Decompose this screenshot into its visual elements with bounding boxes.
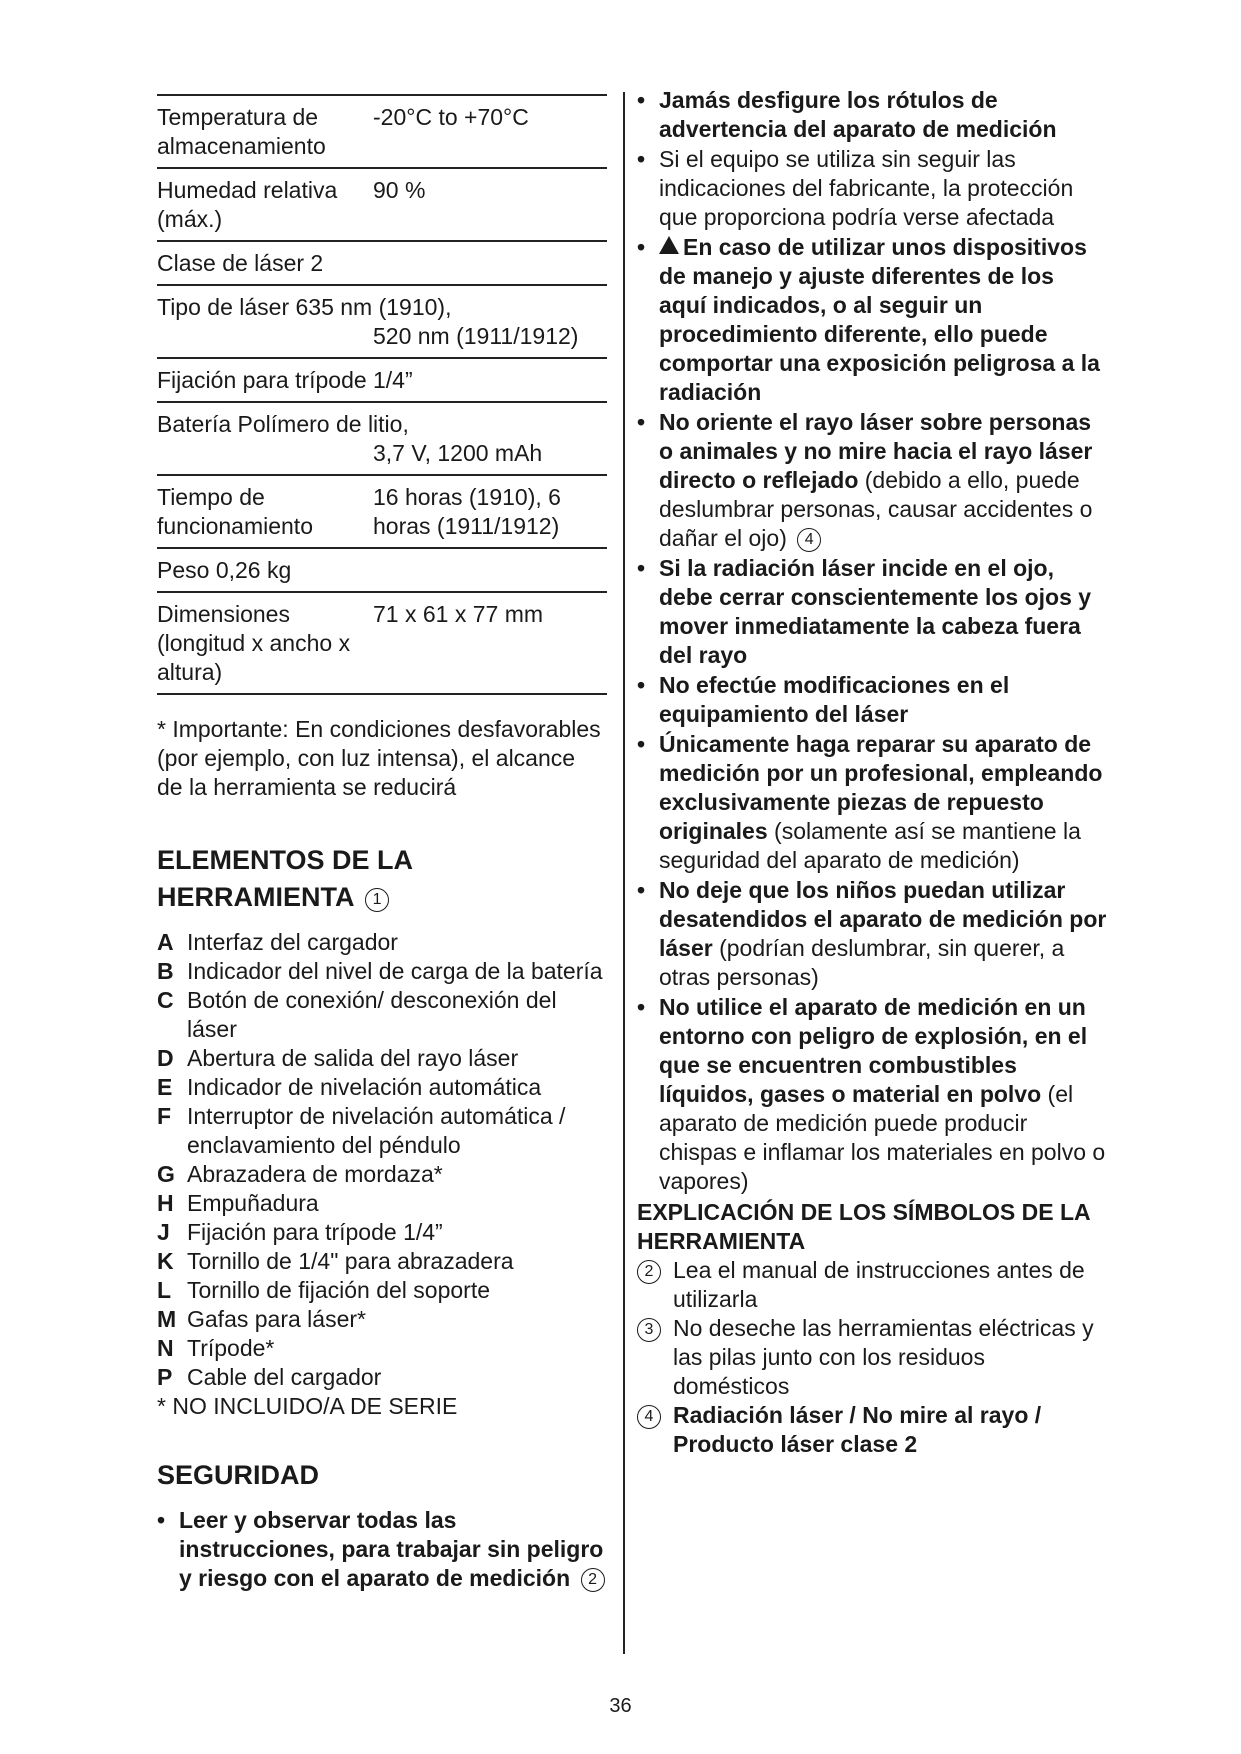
list-item bbox=[157, 1305, 607, 1334]
spec-key: Fijación para trípode bbox=[157, 367, 367, 393]
item-text: Abertura de salida del rayo láser bbox=[187, 1045, 519, 1071]
bullet-text: Si el equipo se utiliza sin seguir las indicaciones del fabricante, la protección que proporciona podría verse afectada bbox=[659, 146, 1074, 230]
item-text: Gafas para láser* bbox=[187, 1306, 366, 1332]
elements-list bbox=[157, 928, 607, 1392]
item-text: Tornillo de 1/4" para abrazadera bbox=[187, 1248, 514, 1274]
spec-key: Clase de láser 2 bbox=[157, 250, 324, 276]
symbol-number-icon: 3 bbox=[637, 1318, 661, 1342]
list-item bbox=[157, 1218, 607, 1247]
item-letter: D bbox=[157, 1045, 174, 1071]
safety-bullet bbox=[637, 730, 1107, 875]
spec-row bbox=[157, 169, 607, 242]
spec-value: 90 % bbox=[373, 177, 426, 203]
bullet-dot: • bbox=[637, 87, 646, 113]
bullet-dot: • bbox=[637, 234, 646, 260]
spec-row bbox=[157, 242, 607, 286]
symbol-text: Lea el manual de instrucciones antes de utilizarla bbox=[673, 1257, 1085, 1312]
item-letter: L bbox=[157, 1277, 172, 1303]
safety-bullet bbox=[637, 993, 1107, 1196]
safety-bullet bbox=[637, 671, 1107, 729]
item-letter: M bbox=[157, 1306, 177, 1332]
spec-line: Tipo de láser 635 nm (1910), bbox=[157, 294, 452, 320]
symbol-text: Radiación láser / No mire al rayo / Producto láser clase 2 bbox=[673, 1402, 1042, 1457]
bullet-text: (debido a ello, puede deslumbrar personas, causar accidentes o dañar el ojo) bbox=[659, 467, 1093, 551]
safety-bullet bbox=[637, 145, 1107, 232]
item-text: Abrazadera de mordaza* bbox=[187, 1161, 443, 1187]
bullet-bold-text: Jamás desfigure los rótulos de advertencia del aparato de medición bbox=[659, 87, 1057, 142]
safety-bullet bbox=[157, 1506, 607, 1593]
figure-ref-icon: 4 bbox=[797, 528, 821, 552]
list-item bbox=[157, 1189, 607, 1218]
not-included-note: * NO INCLUIDO/A DE SERIE bbox=[157, 1393, 458, 1419]
list-item bbox=[157, 1073, 607, 1102]
bullet-dot: • bbox=[637, 555, 646, 581]
symbol-item bbox=[637, 1314, 1107, 1401]
list-item bbox=[157, 1044, 607, 1073]
list-item bbox=[157, 1334, 607, 1363]
range-note: * Importante: En condiciones desfavorables (por ejemplo, con luz intensa), el alcance de la herramienta se reducirá bbox=[157, 716, 601, 800]
spec-value: 1/4” bbox=[373, 367, 413, 393]
specifications-table bbox=[157, 94, 607, 695]
spec-key: Dimensiones (longitud x ancho x altura) bbox=[157, 601, 351, 685]
list-item bbox=[157, 1363, 607, 1392]
spec-row bbox=[157, 286, 607, 359]
bullet-text: (el aparato de medición puede producir chispas e inflamar los materiales en polvo o vapores) bbox=[659, 1081, 1106, 1194]
symbol-item bbox=[637, 1256, 1107, 1314]
bullet-dot: • bbox=[637, 877, 646, 903]
list-item bbox=[157, 1276, 607, 1305]
bullet-text: (solamente así se mantiene la seguridad del aparato de medición) bbox=[659, 818, 1081, 873]
figure-ref-icon: 1 bbox=[365, 888, 389, 912]
bullet-bold-text: Únicamente haga reparar su aparato de medición por un profesional, empleando exclusivamente piezas de repuesto originales bbox=[659, 731, 1103, 844]
spec-line-continued: 3,7 V, 1200 mAh bbox=[373, 440, 543, 466]
column-divider bbox=[623, 92, 625, 1654]
item-text: Fijación para trípode 1/4” bbox=[187, 1219, 443, 1245]
figure-ref-icon: 2 bbox=[581, 1568, 605, 1592]
spec-value: 71 x 61 x 77 mm bbox=[373, 601, 544, 627]
list-item bbox=[157, 986, 607, 1044]
item-text: Indicador de nivelación automática bbox=[187, 1074, 542, 1100]
spec-row bbox=[157, 359, 607, 403]
safety-bullet bbox=[637, 876, 1107, 992]
symbol-number-icon: 2 bbox=[637, 1260, 661, 1284]
safety-bullet bbox=[637, 408, 1107, 553]
list-item bbox=[157, 1160, 607, 1189]
spec-key: Humedad relativa (máx.) bbox=[157, 177, 338, 232]
bullet-bold-text: No oriente el rayo láser sobre personas o animales y no mire hacia el rayo láser directo o reflejado bbox=[659, 409, 1093, 493]
spec-row bbox=[157, 403, 607, 476]
safety-bullet bbox=[637, 554, 1107, 670]
item-text: Trípode* bbox=[187, 1335, 275, 1361]
item-letter: H bbox=[157, 1190, 174, 1216]
spec-row bbox=[157, 549, 607, 593]
item-letter: F bbox=[157, 1103, 172, 1129]
item-text: Empuñadura bbox=[187, 1190, 319, 1216]
item-letter: G bbox=[157, 1161, 175, 1187]
bullet-dot: • bbox=[637, 672, 646, 698]
item-text: Indicador del nivel de carga de la batería bbox=[187, 958, 603, 984]
bullet-dot: • bbox=[637, 994, 646, 1020]
bullet-text: (podrían deslumbrar, sin querer, a otras personas) bbox=[659, 935, 1065, 990]
bullet-dot: • bbox=[637, 146, 646, 172]
symbol-item bbox=[637, 1401, 1107, 1459]
safety-heading: SEGURIDAD bbox=[157, 1460, 320, 1490]
item-text: Interruptor de nivelación automática / enclavamiento del péndulo bbox=[187, 1103, 566, 1158]
spec-key: Tiempo de funcionamiento bbox=[157, 484, 313, 539]
spec-row bbox=[157, 96, 607, 169]
elements-heading-text: ELEMENTOS DE LA HERRAMIENTA bbox=[157, 845, 413, 912]
item-letter: E bbox=[157, 1074, 173, 1100]
list-item bbox=[157, 1102, 607, 1160]
list-item bbox=[157, 1247, 607, 1276]
symbol-number-icon: 4 bbox=[637, 1405, 661, 1429]
bullet-dot: • bbox=[637, 731, 646, 757]
item-text: Botón de conexión/ desconexión del láser bbox=[187, 987, 557, 1042]
item-letter: A bbox=[157, 929, 174, 955]
bullet-dot: • bbox=[637, 409, 646, 435]
page-number: 36 bbox=[609, 1695, 632, 1717]
laser-warning-icon bbox=[659, 236, 679, 254]
elements-heading bbox=[157, 842, 607, 916]
bullet-bold-text: No efectúe modificaciones en el equipamiento del láser bbox=[659, 672, 1010, 727]
spec-line: Batería Polímero de litio, bbox=[157, 411, 409, 437]
item-letter: K bbox=[157, 1248, 174, 1274]
bullet-bold-text: No deje que los niños puedan utilizar desatendidos el aparato de medición por láser bbox=[659, 877, 1107, 961]
bullet-bold-text: No utilice el aparato de medición en un entorno con peligro de explosión, en el que se encuentren combustibles líquidos, gases o material en polvo bbox=[659, 994, 1088, 1107]
item-letter: J bbox=[157, 1219, 170, 1245]
item-text: Tornillo de fijación del soporte bbox=[187, 1277, 491, 1303]
spec-row bbox=[157, 476, 607, 549]
spec-line-continued: 520 nm (1911/1912) bbox=[373, 323, 579, 349]
item-letter: P bbox=[157, 1364, 173, 1390]
item-letter: C bbox=[157, 987, 174, 1013]
bullet-dot: • bbox=[157, 1507, 166, 1533]
bullet-bold-text: Si la radiación láser incide en el ojo, debe cerrar conscientemente los ojos y mover inmediatamente la cabeza fuera del rayo bbox=[659, 555, 1092, 668]
safety-bullet bbox=[637, 233, 1107, 407]
list-item bbox=[157, 957, 607, 986]
right-column bbox=[637, 86, 1107, 1459]
item-text: Interfaz del cargador bbox=[187, 929, 398, 955]
list-item bbox=[157, 928, 607, 957]
spec-key: Temperatura de almacenamiento bbox=[157, 104, 326, 159]
bullet-bold-text: Leer y observar todas las instrucciones, para trabajar sin peligro y riesgo con el aparato de medición bbox=[179, 1507, 604, 1591]
item-text: Cable del cargador bbox=[187, 1364, 382, 1390]
symbols-heading: EXPLICACIÓN DE LOS SÍMBOLOS DE LA HERRAMIENTA bbox=[637, 1199, 1090, 1254]
safety-bullet bbox=[637, 86, 1107, 144]
spec-key: Peso 0,26 kg bbox=[157, 557, 292, 583]
spec-value: 16 horas (1910), 6 horas (1911/1912) bbox=[373, 484, 561, 539]
item-letter: B bbox=[157, 958, 174, 984]
left-column bbox=[157, 94, 607, 1594]
item-letter: N bbox=[157, 1335, 174, 1361]
spec-row bbox=[157, 593, 607, 695]
bullet-bold-text: En caso de utilizar unos dispositivos de manejo y ajuste diferentes de los aquí indicados, o al seguir un procedimiento diferente, ello puede comportar una exposición peligrosa a la radiación bbox=[659, 234, 1100, 405]
symbol-text: No deseche las herramientas eléctricas y las pilas junto con los residuos domésticos bbox=[673, 1315, 1094, 1399]
spec-value: -20°C to +70°C bbox=[373, 104, 529, 130]
